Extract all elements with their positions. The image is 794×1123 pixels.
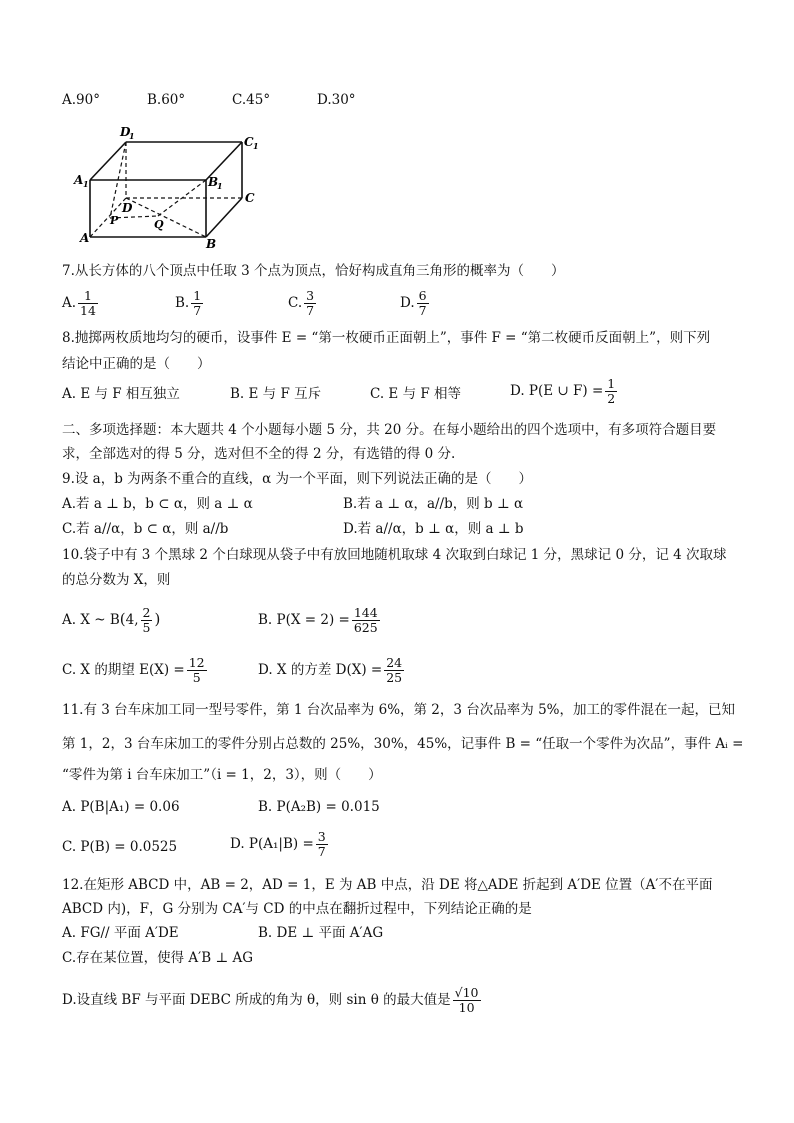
label-b1-sub: 1: [217, 181, 223, 191]
q11-stem-line2: 第 1，2，3 台车床加工的零件分别占总数的 25%，30%，45%，记事件 B = “任取一个零件为次品”，事件 Aᵢ =: [62, 736, 744, 752]
label-c1: C: [244, 135, 254, 149]
label-b1: B: [208, 175, 219, 189]
label-a1: A: [74, 173, 84, 187]
label-p: P: [110, 214, 119, 227]
q9-option-a: A.若 a ⊥ b，b ⊂ α，则 a ⊥ α: [62, 496, 253, 512]
label-c1-sub: 1: [253, 141, 259, 151]
q8-option-b: B. E 与 F 互斥: [230, 386, 322, 402]
hidden-db: [126, 198, 206, 237]
q12-option-d: D.设直线 BF 与平面 DEBC 所成的角为 θ，则 sin θ 的最大值是 $\frac{√10}{10}$: [62, 985, 479, 1015]
q6-option-a: A.90°: [62, 92, 100, 108]
q9-stem: 9.设 a，b 为两条不重合的直线，α 为一个平面，则下列说法正确的是（ ）: [62, 471, 533, 487]
q8-option-c: C. E 与 F 相等: [370, 386, 462, 402]
label-d1-sub: 1: [129, 131, 135, 141]
q7-option-d: D. $\frac{6}{7}$: [400, 288, 427, 318]
section2-line2: 求，全部选对的得 5 分，选对但不全的得 2 分，有选错的得 0 分.: [62, 446, 456, 462]
q8-stem-line2: 结论中正确的是（ ）: [62, 356, 211, 372]
q12-option-b: B. DE ⊥ 平面 A′AG: [258, 925, 384, 941]
q10-stem-line1: 10.袋子中有 3 个黑球 2 个白球现从袋子中有放回地随机取球 4 次取到白球记 1 分，黑球记 0 分，记 4 次取球: [62, 547, 727, 563]
q10-option-d: D. X 的方差 D(X) = $\frac{24}{25}$: [258, 655, 403, 685]
q8-stem-line1: 8.抛掷两枚质地均匀的硬币，设事件 E = “第一枚硬币正面朝上”，事件 F = “第二枚硬币反面朝上”，则下列: [62, 330, 711, 346]
label-d: D: [122, 201, 133, 215]
label-q: Q: [154, 218, 164, 231]
q10-option-a: A. X ~ B(4, $\frac{2}{5}$ ): [62, 605, 161, 635]
q6-option-d: D.30°: [317, 92, 356, 108]
q6-option-c: C.45°: [232, 92, 271, 108]
edge-a1d1: [90, 142, 126, 180]
label-a: A: [80, 231, 90, 245]
q10-stem-line2: 的总分数为 X，则: [62, 572, 171, 588]
q7-stem: 7.从长方体的八个顶点中任取 3 个点为顶点，恰好构成直角三角形的概率为（ ）: [62, 263, 565, 279]
q10-option-c: C. X 的期望 E(X) = $\frac{12}{5}$: [62, 655, 205, 685]
section2-line1: 二、多项选择题：本大题共 4 个小题每小题 5 分，共 20 分。在每小题给出的四个选项中，有多项符合题目要: [62, 422, 717, 438]
label-a1-sub: 1: [83, 179, 89, 189]
q7-option-b: B. $\frac{1}{7}$: [175, 288, 202, 318]
q11-option-d: D. P(A₁|B) = $\frac{3}{7}$: [230, 829, 326, 859]
q11-stem-line3: “零件为第 i 台车床加工”（i = 1，2，3），则（ ）: [62, 767, 382, 783]
q12-stem-line2: ABCD 内)，F，G 分别为 CA′与 CD 的中点在翻折过程中，下列结论正确的是: [62, 901, 532, 917]
label-d1: D: [120, 125, 131, 139]
q12-stem-line1: 12.在矩形 ABCD 中，AB = 2，AD = 1，E 为 AB 中点，沿 DE 将△ADE 折起到 A′DE 位置（A′不在平面: [62, 877, 713, 893]
q8-option-a: A. E 与 F 相互独立: [62, 386, 180, 402]
edge-bc: [206, 198, 242, 237]
q12-option-c: C.存在某位置，使得 A′B ⊥ AG: [62, 950, 253, 966]
label-b: B: [206, 237, 217, 251]
q9-option-b: B.若 a ⊥ α，a//b，则 b ⊥ α: [343, 496, 524, 512]
q9-option-d: D.若 a//α，b ⊥ α，则 a ⊥ b: [343, 521, 524, 537]
q9-option-c: C.若 a//α，b ⊂ α，则 a//b: [62, 521, 229, 537]
q11-option-b: B. P(A₂B) = 0.015: [258, 799, 380, 815]
cuboid-figure: [60, 120, 280, 255]
q12-option-a: A. FG// 平面 A′DE: [62, 925, 179, 941]
q11-stem-line1: 11.有 3 台车床加工同一型号零件，第 1 台次品率为 6%，第 2，3 台次品率为 5%，加工的零件混在一起，已知: [62, 702, 735, 718]
q7-option-c: C. $\frac{3}{7}$: [288, 288, 315, 318]
q7-option-a: A. $\frac{1}{14}$: [62, 288, 96, 318]
q11-option-c: C. P(B) = 0.0525: [62, 839, 178, 855]
q6-option-b: B.60°: [147, 92, 186, 108]
q11-option-a: A. P(B|A₁) = 0.06: [62, 799, 180, 815]
q10-option-b: B. P(X = 2) = $\frac{144}{625}$: [258, 605, 378, 635]
q8-option-d: D. P(E ∪ F) = $\frac{1}{2}$: [510, 376, 616, 406]
label-c: C: [245, 191, 255, 205]
